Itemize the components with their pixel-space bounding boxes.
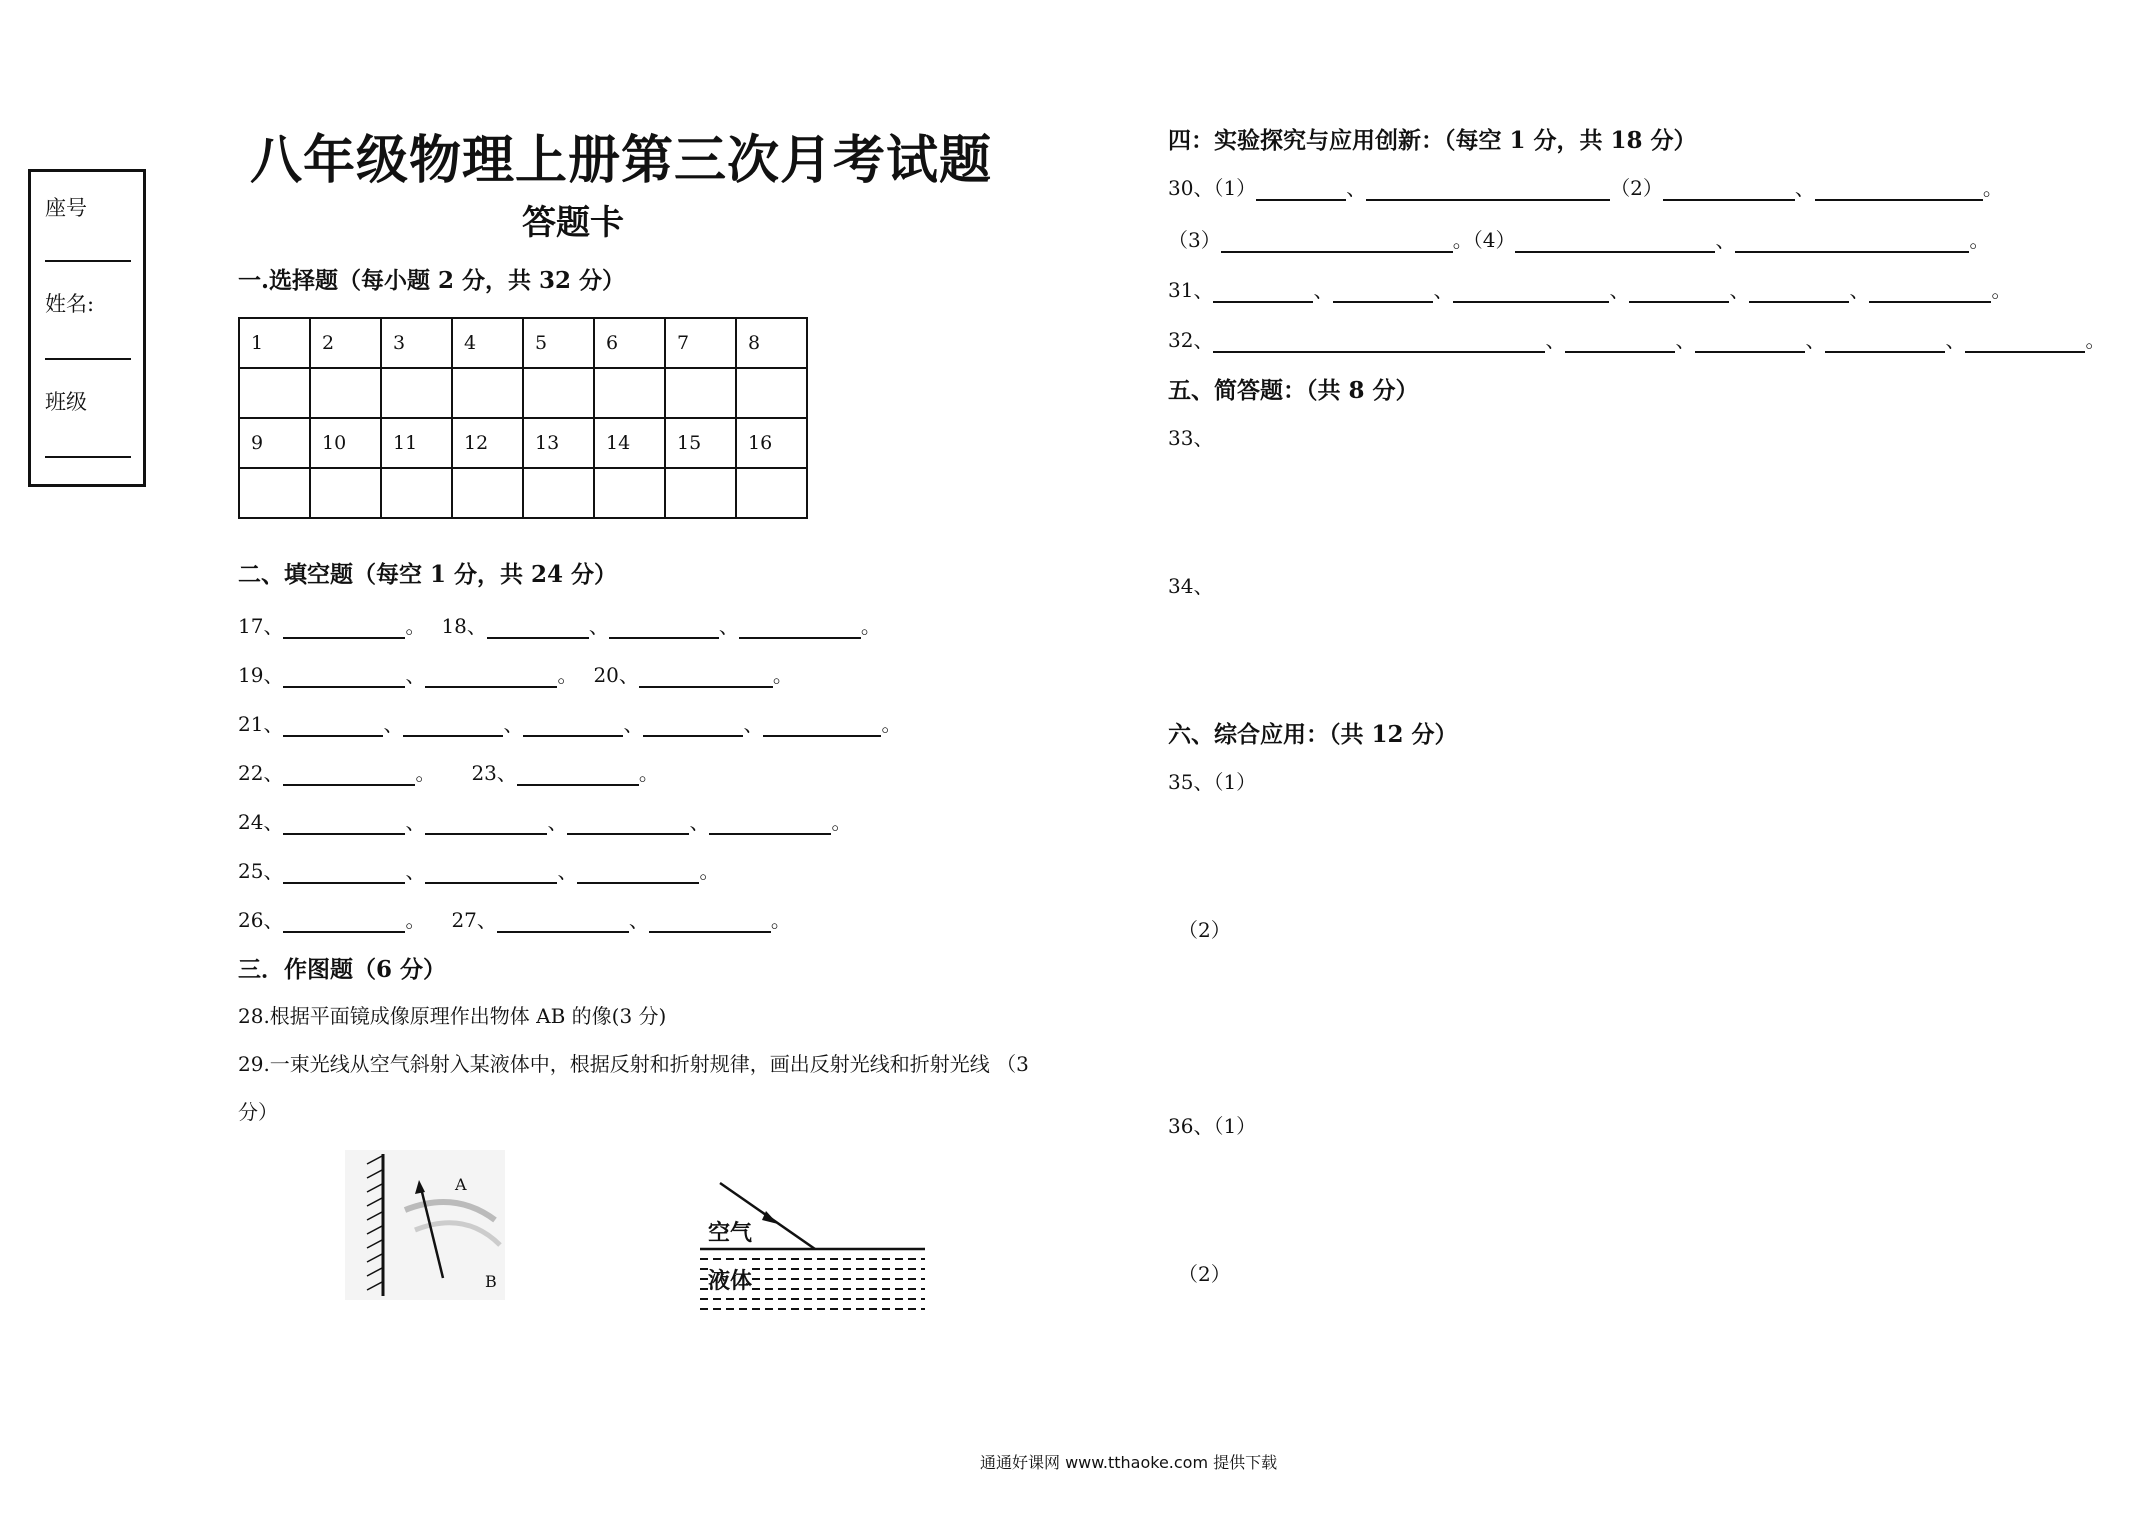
answer-cell[interactable] — [239, 368, 310, 418]
comma: 、 — [405, 810, 426, 834]
question-number-cell: 13 — [523, 418, 594, 468]
mirror-figure[interactable] — [345, 1150, 505, 1300]
air-label: 空气 — [708, 1216, 752, 1247]
period: 。 — [1982, 176, 2003, 200]
fill-line-30a — [1168, 172, 2003, 201]
question-number: 25、 — [238, 859, 284, 883]
comma: 、 — [383, 712, 404, 736]
question-number: 21、 — [238, 712, 284, 736]
period: 。 — [557, 663, 578, 687]
period: 。 — [415, 761, 436, 785]
seat-field[interactable] — [45, 260, 131, 262]
question-36-2: （2） — [1178, 1262, 1231, 1286]
answer-blank[interactable] — [283, 764, 415, 786]
answer-blank[interactable] — [1256, 179, 1346, 201]
section6-heading: 六、综合应用：（共 12 分） — [1168, 721, 1458, 748]
comma: 、 — [1346, 176, 1367, 200]
comma: 、 — [405, 663, 426, 687]
answer-cell[interactable] — [523, 468, 594, 518]
answer-blank[interactable] — [1221, 231, 1453, 253]
answer-blank[interactable] — [649, 911, 771, 933]
question-number: 17、 — [238, 614, 284, 638]
question-number: 20、 — [593, 663, 639, 687]
answer-cell[interactable] — [523, 368, 594, 418]
comma: 、 — [1545, 328, 1566, 352]
name-field[interactable] — [45, 358, 131, 360]
page-title: 八年级物理上册第三次月考试题 — [250, 130, 993, 191]
answer-blank[interactable] — [1869, 281, 1991, 303]
name-label: 姓名: — [45, 292, 95, 316]
comma: 、 — [1849, 278, 1870, 302]
answer-blank[interactable] — [1749, 281, 1849, 303]
period: 。 — [881, 712, 902, 736]
section2-heading: 二、填空题（每空 1 分，共 24 分） — [238, 561, 618, 588]
comma: 、 — [1729, 278, 1750, 302]
multiple-choice-answer-table — [238, 317, 808, 519]
comma: 、 — [743, 712, 764, 736]
fill-line-19-20 — [238, 659, 793, 688]
question-number-cell: 4 — [452, 318, 523, 368]
question-number: 22、 — [238, 761, 284, 785]
fill-line-31 — [1168, 274, 2011, 303]
question-number-cell: 12 — [452, 418, 523, 468]
table-row — [239, 468, 807, 518]
comma: 、 — [1433, 278, 1454, 302]
page-subtitle: 答题卡 — [522, 203, 624, 243]
period: 。 — [1991, 278, 2012, 302]
question-number: 24、 — [238, 810, 284, 834]
section5-heading: 五、简答题：（共 8 分） — [1168, 377, 1419, 404]
answer-cell[interactable] — [310, 468, 381, 518]
question-number-cell: 14 — [594, 418, 665, 468]
question-number: 19、 — [238, 663, 284, 687]
answer-blank[interactable] — [639, 666, 773, 688]
answer-cell[interactable] — [452, 468, 523, 518]
fill-line-17-18 — [238, 610, 881, 639]
liquid-label: 液体 — [708, 1264, 752, 1295]
answer-cell[interactable] — [239, 468, 310, 518]
question-number-cell: 10 — [310, 418, 381, 468]
question-number-cell: 3 — [381, 318, 452, 368]
question-33: 33、 — [1168, 426, 1214, 450]
comma: 、 — [1715, 228, 1736, 252]
answer-blank[interactable] — [1695, 331, 1805, 353]
sub-number: （2） — [1610, 176, 1663, 200]
question-29-line2: 分） — [238, 1100, 278, 1124]
question-number: 32、 — [1168, 328, 1214, 352]
comma: 、 — [1945, 328, 1966, 352]
answer-blank[interactable] — [1333, 281, 1433, 303]
class-field[interactable] — [45, 456, 131, 458]
period: 。 — [2085, 328, 2106, 352]
question-number-cell: 11 — [381, 418, 452, 468]
question-35-1: 35、（1） — [1168, 770, 1257, 794]
comma: 、 — [405, 859, 426, 883]
fill-line-32 — [1168, 324, 2105, 353]
answer-blank[interactable] — [1515, 231, 1715, 253]
answer-blank[interactable] — [1565, 331, 1675, 353]
answer-blank[interactable] — [739, 617, 861, 639]
answer-blank[interactable] — [283, 813, 405, 835]
question-number-cell: 1 — [239, 318, 310, 368]
answer-cell[interactable] — [594, 468, 665, 518]
question-number-cell: 15 — [665, 418, 736, 468]
answer-blank[interactable] — [425, 666, 557, 688]
comma: 、 — [1805, 328, 1826, 352]
question-35-2: （2） — [1178, 918, 1231, 942]
answer-blank[interactable] — [1213, 281, 1313, 303]
section1-heading: 一.选择题（每小题 2 分，共 32 分） — [238, 267, 626, 294]
answer-blank[interactable] — [643, 715, 743, 737]
answer-cell[interactable] — [594, 368, 665, 418]
answer-blank[interactable] — [709, 813, 831, 835]
question-number-cell: 8 — [736, 318, 807, 368]
answer-cell[interactable] — [381, 368, 452, 418]
question-number-cell: 5 — [523, 318, 594, 368]
answer-blank[interactable] — [609, 617, 719, 639]
footer-note: 通通好课网 www.tthaoke.com 提供下载 — [980, 1453, 1278, 1472]
comma: 、 — [718, 614, 739, 638]
class-label: 班级 — [45, 390, 87, 414]
answer-blank[interactable] — [577, 862, 699, 884]
period: 。 — [772, 663, 793, 687]
answer-blank[interactable] — [283, 666, 405, 688]
sub-number: 。（4） — [1452, 228, 1516, 252]
answer-blank[interactable] — [487, 617, 589, 639]
comma: 、 — [689, 810, 710, 834]
answer-blank[interactable] — [1213, 331, 1545, 353]
question-number: 30、（1） — [1168, 176, 1257, 200]
period: 。 — [770, 908, 791, 932]
question-number-cell: 16 — [736, 418, 807, 468]
answer-blank[interactable] — [1366, 179, 1610, 201]
answer-cell[interactable] — [736, 368, 807, 418]
question-number: 23、 — [471, 761, 517, 785]
answer-blank[interactable] — [523, 715, 623, 737]
seat-label: 座号 — [45, 196, 87, 220]
comma: 、 — [628, 908, 649, 932]
question-number: 18、 — [441, 614, 487, 638]
section4-heading: 四：实验探究与应用创新：（每空 1 分，共 18 分） — [1168, 127, 1697, 154]
answer-blank[interactable] — [1629, 281, 1729, 303]
answer-blank[interactable] — [517, 764, 639, 786]
answer-cell[interactable] — [665, 368, 736, 418]
answer-blank[interactable] — [1815, 179, 1983, 201]
period: 。 — [699, 859, 720, 883]
question-number-cell: 2 — [310, 318, 381, 368]
answer-blank[interactable] — [425, 813, 547, 835]
question-number: 31、 — [1168, 278, 1214, 302]
figure-label-a: A — [455, 1175, 467, 1194]
sub-number: （3） — [1168, 228, 1221, 252]
comma: 、 — [623, 712, 644, 736]
fill-line-21 — [238, 708, 901, 737]
period: 。 — [831, 810, 852, 834]
period: 。 — [405, 908, 426, 932]
answer-cell[interactable] — [736, 468, 807, 518]
question-36-1: 36、（1） — [1168, 1114, 1257, 1138]
fill-line-24 — [238, 806, 851, 835]
question-28: 28.根据平面镜成像原理作出物体 AB 的像(3 分) — [238, 1004, 667, 1028]
answer-cell[interactable] — [665, 468, 736, 518]
answer-blank[interactable] — [1735, 231, 1969, 253]
answer-blank[interactable] — [283, 617, 405, 639]
answer-blank[interactable] — [283, 715, 383, 737]
period: 。 — [860, 614, 881, 638]
comma: 、 — [588, 614, 609, 638]
answer-blank[interactable] — [283, 911, 405, 933]
fill-line-22-23 — [238, 757, 659, 786]
question-34: 34、 — [1168, 574, 1214, 598]
answer-blank[interactable] — [425, 862, 557, 884]
period: 。 — [638, 761, 659, 785]
answer-cell[interactable] — [310, 368, 381, 418]
answer-blank[interactable] — [1965, 331, 2085, 353]
comma: 、 — [1675, 328, 1696, 352]
fill-line-25 — [238, 855, 719, 884]
question-number-cell: 9 — [239, 418, 310, 468]
answer-blank[interactable] — [283, 862, 405, 884]
fill-line-26-27 — [238, 904, 791, 933]
question-29-line1: 29.一束光线从空气斜射入某液体中，根据反射和折射规律，画出反射光线和折射光线 （3 — [238, 1052, 1029, 1076]
period: 。 — [1969, 228, 1990, 252]
table-row — [239, 418, 807, 468]
table-row — [239, 368, 807, 418]
question-number-cell: 7 — [665, 318, 736, 368]
fill-line-30b — [1168, 224, 1989, 253]
section3-heading: 三．作图题（6 分） — [238, 956, 447, 983]
table-row — [239, 318, 807, 368]
answer-blank[interactable] — [403, 715, 503, 737]
comma: 、 — [503, 712, 524, 736]
question-number: 27、 — [451, 908, 497, 932]
period: 。 — [405, 614, 426, 638]
answer-blank[interactable] — [1453, 281, 1609, 303]
answer-blank[interactable] — [567, 813, 689, 835]
answer-blank[interactable] — [763, 715, 881, 737]
question-number: 26、 — [238, 908, 284, 932]
comma: 、 — [557, 859, 578, 883]
answer-blank[interactable] — [1663, 179, 1795, 201]
answer-cell[interactable] — [381, 468, 452, 518]
answer-cell[interactable] — [452, 368, 523, 418]
comma: 、 — [547, 810, 568, 834]
comma: 、 — [1313, 278, 1334, 302]
answer-blank[interactable] — [497, 911, 629, 933]
figure-label-b: B — [485, 1272, 497, 1291]
comma: 、 — [1794, 176, 1815, 200]
answer-blank[interactable] — [1825, 331, 1945, 353]
comma: 、 — [1609, 278, 1630, 302]
question-number-cell: 6 — [594, 318, 665, 368]
student-info-box — [28, 169, 146, 487]
